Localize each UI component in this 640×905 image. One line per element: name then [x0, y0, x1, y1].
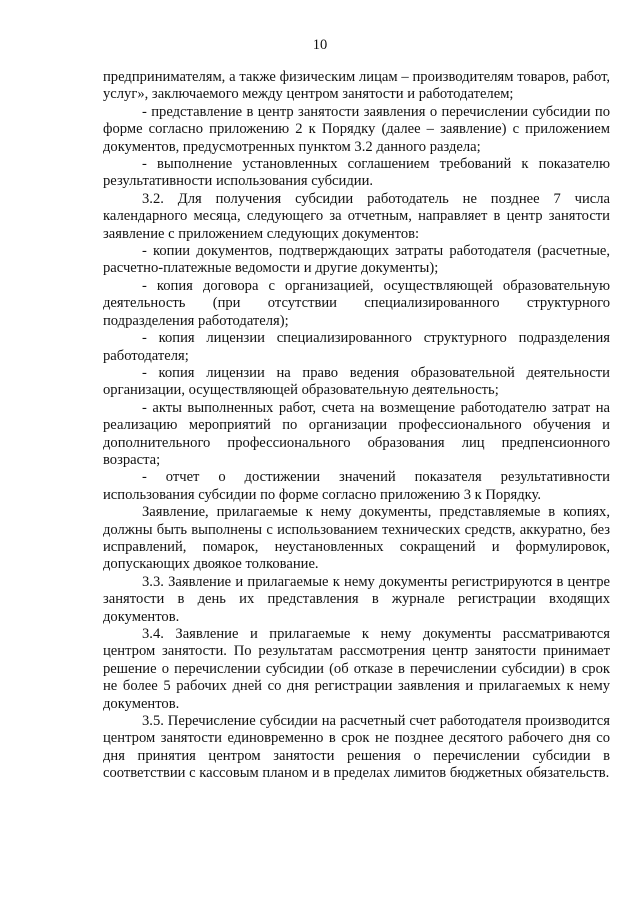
list-item: - отчет о достижении значений показателя результативности использования субсидии по форме согласно приложению 3 к Порядку. — [103, 469, 610, 503]
list-item: - копия договора с организацией, осуществляющей образовательную деятельность (при отсутствии специализированного структурного подразделения работодателя); — [103, 277, 610, 329]
document-body — [103, 69, 610, 783]
list-item: - акты выполненных работ, счета на возмещение работодателю затрат на реализацию мероприятий по организации профессионального обучения и дополнительного профессионального образования лиц предпенсионного возраста; — [103, 399, 610, 468]
paragraph: предпринимателям, а также физическим лицам – производителям товаров, работ, услуг», заключаемого между центром занятости и работодателем; — [103, 69, 610, 103]
list-item: - представление в центр занятости заявления о перечислении субсидии по форме согласно приложению 2 к Порядку (далее – заявление) с приложением документов, предусмотренных пунктом 3.2 данного раздела; — [103, 103, 610, 155]
list-item: - копия лицензии специализированного структурного подразделения работодателя; — [103, 330, 610, 364]
list-item: - копии документов, подтверждающих затраты работодателя (расчетные, расчетно-платежные ведомости и другие документы); — [103, 243, 610, 277]
list-item: - копия лицензии на право ведения образовательной деятельности организации, осуществляющей образовательную деятельность; — [103, 364, 610, 399]
list-item: - выполнение установленных соглашением требований к показателю результативности использования субсидии. — [103, 156, 610, 190]
paragraph: 3.3. Заявление и прилагаемые к нему документы регистрируются в центре занятости в день их представления в журнале регистрации входящих документов. — [103, 573, 610, 625]
paragraph: 3.4. Заявление и прилагаемые к нему документы рассматриваются центром занятости. По результатам рассмотрения центр занятости принимает решение о перечислении субсидии (об отказе в перечислении субсидии) в срок не более 5 рабочих дней со дня регистрации заявления и прилагаемых к нему документов. — [103, 626, 610, 712]
page-number: 10 — [312, 37, 328, 53]
paragraph: Заявление, прилагаемые к нему документы, представляемые в копиях, должны быть выполнены с использованием технических средств, аккуратно, без исправлений, помарок, неустановленных сокращений и формулировок, допускающих двоякое толкование. — [103, 504, 610, 573]
paragraph: 3.5. Перечисление субсидии на расчетный счет работодателя производится центром занятости единовременно в срок не позднее десятого рабочего дня со дня принятия центром занятости решения о перечислении субсидии в соответствии с кассовым планом и в пределах лимитов бюджетных обязательств. — [103, 713, 610, 782]
paragraph: 3.2. Для получения субсидии работодатель не позднее 7 числа календарного месяца, следующего за отчетным, направляет в центр занятости заявление с приложением следующих документов: — [103, 190, 610, 242]
